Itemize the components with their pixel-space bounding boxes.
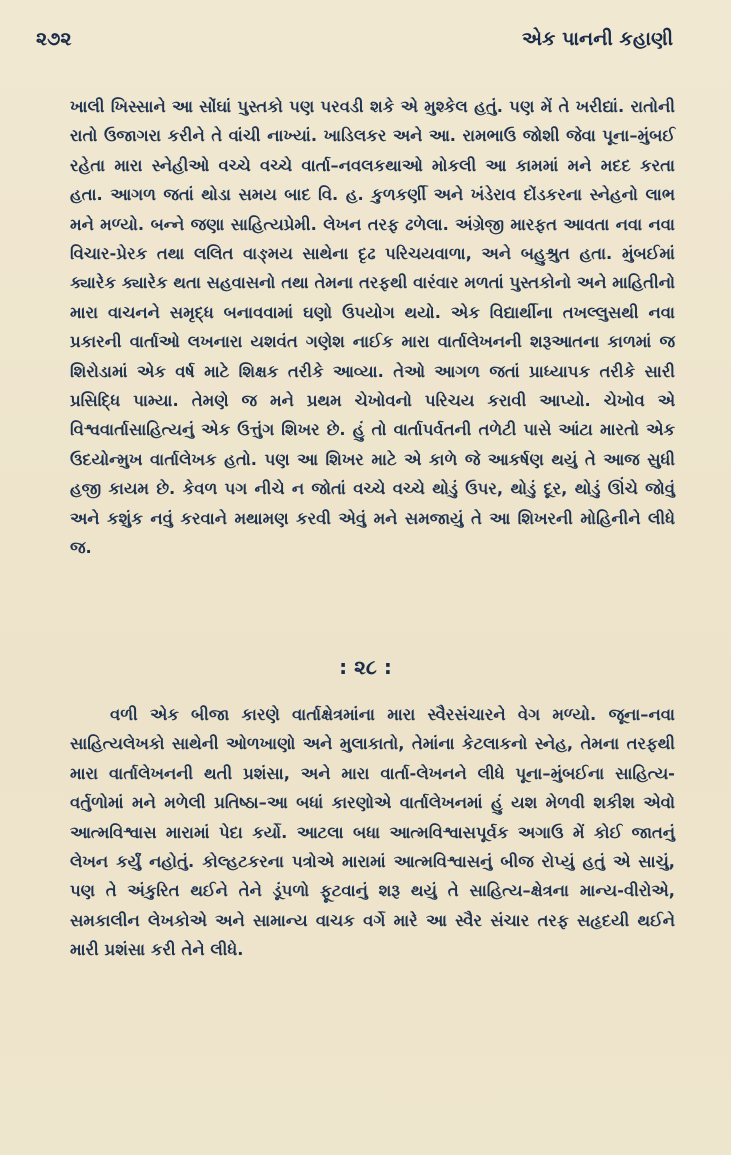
paragraph-2: વળી એક બીજા કારણે વાર્તાક્ષેત્રમાંના મારા સ્વૈરસંચારને વેગ મળ્યો. જૂના–નવા સાહિત્યલેખકો સાથેની ઓળખાણો અને મુલાકાતો, તેમાંના કેટલાકનો સ્નેહ, તેમના તરફથી મારા વાર્તાલેખનની થતી પ્રશંસા, અને મારા વાર્તા-લેખનને લીધે પૂના–મુંબઈના સાહિત્ય-વર્તુળોમાં મને મળેલી પ્રતિષ્ઠા–આ બધાં કારણોએ વાર્તાલેખનમાં હું યશ મેળવી શકીશ એવો આત્મવિશ્વાસ મારામાં પેદા કર્યો. આટલા બધા આત્મવિશ્વાસપૂર્વક અગાઉ મેં કોઈ જાતનું લેખન કર્યું નહોતું. કોલ્હટકરના પત્રોએ મારામાં આત્મવિશ્વાસનું બીજ રોપ્યું હતું એ સાચું, પણ તે અંકુરિત થઈને તેને ડૂંપળો ફૂટવાનું શરૂ થયું તે સાહિત્ય–ક્ષેત્રના માન્ય-વીરોએ, સમકાલીન લેખકોએ અને સામાન્ય વાચક વર્ગે મારે આ સ્વૈર સંચાર તરફ સહૃદયી થઈને મારી પ્રશંસા કરી તેને લીધે. bbox=[70, 705, 675, 960]
page-number: ૨૭૨ bbox=[36, 28, 72, 50]
paragraph-1: ખાલી ખિસ્સાને આ સોંઘાં પુસ્તકો પણ પરવડી શકે એ મુશ્કેલ હતું. પણ મેં તે ખરીદ્યાં. રાતોની રાતો ઉજાગરા કરીને તે વાંચી નાખ્યાં. ખાડિલકર અને આ. રામભાઉ જોશી જેવા પૂના–મુંબઈ રહેતા મારા સ્નેહીઓ વચ્ચે વચ્ચે વાર્તા–નવલકથાઓ મોકલી આ કામમાં મને મદદ કરતા હતા. આગળ જતાં થોડા સમય બાદ વિ. હ. કુળકર્ણી અને ખંડેરાવ દોંડકરના સ્નેહનો લાભ મને મળ્યો. બન્ને જણા સાહિત્યપ્રેમી. લેખન તરફ ઢળેલા. અંગ્રેજી મારફત આવતા નવા નવા વિચાર-પ્રેરક તથા લલિત વાઙ્મય સાથેના દૃઢ પરિચયવાળા, અને બહુશ્રુત હતા. મુંબઈમાં ક્યારેક ક્યારેક થતા સહવાસનો તથા તેમના તરફથી વારંવાર મળતાં પુસ્તકોનો અને માહિતીનો મારા વાચનને સમૃદ્ધ બનાવવામાં ઘણો ઉપયોગ થયો. એક વિદ્યાર્થીના તખલ્લુસથી નવા પ્રકારની વાર્તાઓ લખનારા યશવંત ગણેશ નાઈક મારા વાર્તાલેખનની શરૂઆતના કાળમાં જ શિરોડામાં એક વર્ષ માટે શિક્ષક તરીકે આવ્યા. તેઓ આગળ જતાં પ્રાધ્યાપક તરીકે સારી પ્રસિદ્ધિ પામ્યા. તેમણે જ મને પ્રથમ ચેખોવનો પરિચય કરાવી આપ્યો. ચેખોવ એ વિશ્વવાર્તાસાહિત્યનું એક ઉત્તુંગ શિખર છે. હું તો વાર્તાપર્વતની તળેટી પાસે આંટા મારતો એક ઉદયોન્મુખ વાર્તાલેખક હતો. પણ આ શિખર માટે એ કાળે જે આકર્ષણ થયું તે આજ સુધી હજી કાયમ છે. કેવળ પગ નીચે ન જોતાં વચ્ચે વચ્ચે થોડું ઉપર, થોડું દૂર, થોડું ઊંચે જોવું અને કશુંક નવું કરવાને મથામણ કરવી એવું મને સમજાયું તે આ શિખરની મોહિનીને લીધે જ. bbox=[70, 97, 675, 558]
paragraph-2-block bbox=[70, 700, 675, 965]
paragraph-1-block bbox=[70, 92, 675, 563]
section-number: : ૨૮ : bbox=[339, 655, 392, 679]
page-header bbox=[36, 28, 673, 50]
running-title: એક પાનની કહાણી bbox=[522, 28, 673, 50]
